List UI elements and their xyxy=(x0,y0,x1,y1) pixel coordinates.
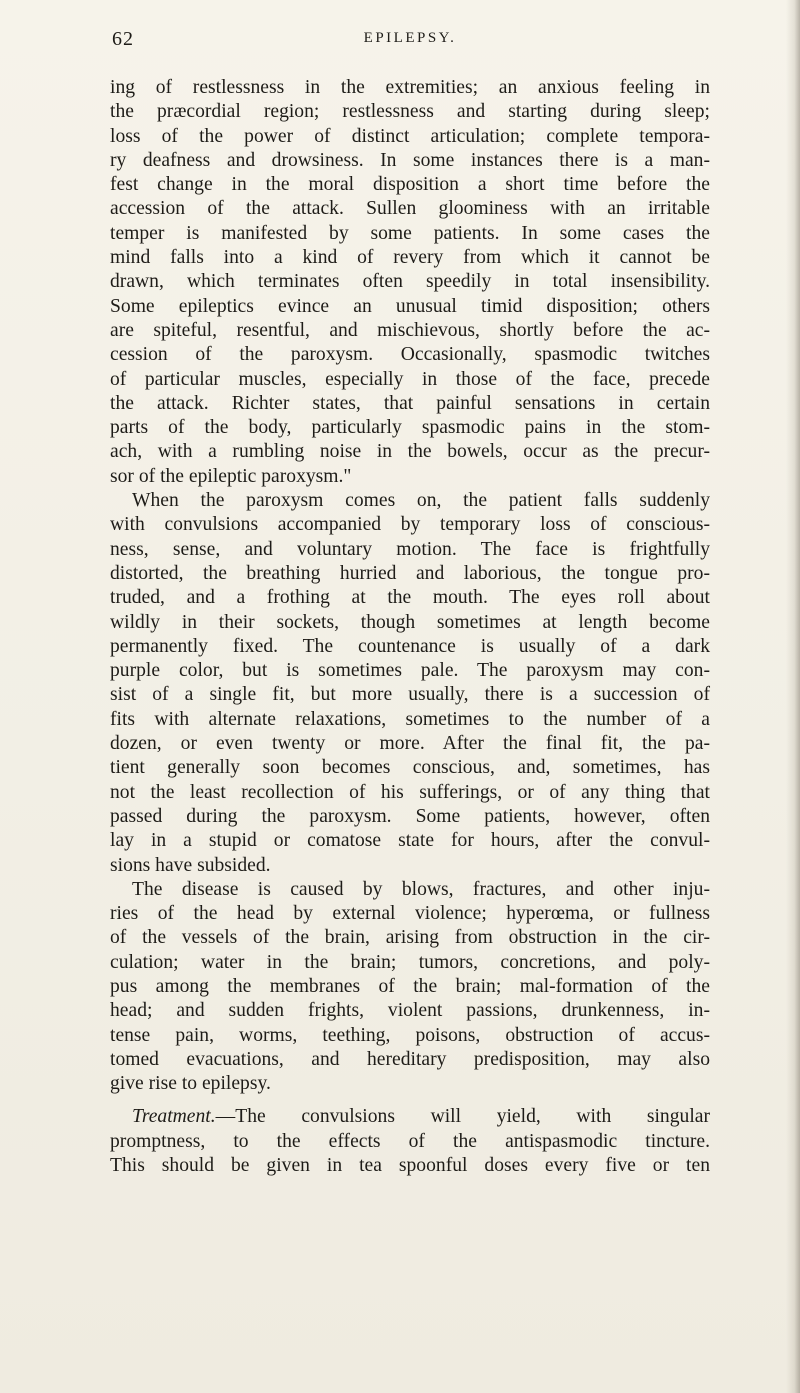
text-line: wildly in their sockets, though sometimes at length become xyxy=(110,611,710,633)
text-line: distorted, the breathing hurried and laborious, the tongue pro- xyxy=(110,562,710,584)
text-line: the attack. Richter states, that painful sensations in certain xyxy=(110,392,710,414)
treatment-text: —The convulsions will yield, with singular xyxy=(215,1106,710,1128)
paragraph-start-line: When the paroxysm comes on, the patient falls suddenly xyxy=(132,490,710,512)
text-line: fits with alternate relaxations, sometimes to the number of a xyxy=(110,708,710,730)
text-line: pus among the membranes of the brain; mal-formation of the xyxy=(110,975,710,997)
text-line: tomed evacuations, and hereditary predisposition, may also xyxy=(110,1048,710,1070)
text-line: This should be given in tea spoonful doses every five or ten xyxy=(110,1155,710,1177)
text-line: promptness, to the effects of the antispasmodic tincture. xyxy=(110,1130,710,1152)
running-head: EPILEPSY. xyxy=(363,30,457,46)
text-line: truded, and a frothing at the mouth. The eyes roll about xyxy=(110,587,710,609)
text-line: lay in a stupid or comatose state for hours, after the convul- xyxy=(110,830,710,852)
text-line: with convulsions accompanied by temporary loss of conscious- xyxy=(110,514,710,536)
text-line: head; and sudden frights, violent passions, drunkenness, in- xyxy=(110,1000,710,1022)
text-line: sor of the epileptic paroxysm." xyxy=(110,465,352,487)
text-line: Some epileptics evince an unusual timid disposition; others xyxy=(110,295,710,317)
text-line: passed during the paroxysm. Some patients, however, often xyxy=(110,805,710,827)
text-line: sions have subsided. xyxy=(110,854,271,876)
text-line: cession of the paroxysm. Occasionally, spasmodic twitches xyxy=(110,344,710,366)
text-line: tient generally soon becomes conscious, and, sometimes, has xyxy=(110,757,710,779)
page-edge-shadow xyxy=(786,0,800,1393)
treatment-heading: Treatment. xyxy=(132,1106,216,1128)
text-line: ness, sense, and voluntary motion. The face is frightfully xyxy=(110,538,710,560)
text-line: parts of the body, particularly spasmodic pains in the stom- xyxy=(110,417,710,439)
text-line: temper is manifested by some patients. In some cases the xyxy=(110,222,710,244)
text-line: loss of the power of distinct articulation; complete tempora- xyxy=(110,125,710,147)
text-line: not the least recollection of his sufferings, or of any thing that xyxy=(110,781,710,803)
text-line: of particular muscles, especially in those of the face, precede xyxy=(110,368,710,390)
text-line: mind falls into a kind of revery from which it cannot be xyxy=(110,247,710,269)
paragraph-start-line: The disease is caused by blows, fractures, and other inju- xyxy=(132,878,710,900)
text-line: drawn, which terminates often speedily in total insensibility. xyxy=(110,271,710,293)
text-line: purple color, but is sometimes pale. The paroxysm may con- xyxy=(110,660,710,682)
body-text xyxy=(110,76,710,1178)
text-line: tense pain, worms, teething, poisons, obstruction of accus- xyxy=(110,1024,710,1046)
text-line: the præcordial region; restlessness and starting during sleep; xyxy=(110,101,710,123)
text-line: of the vessels of the brain, arising from obstruction in the cir- xyxy=(110,927,710,949)
treatment-paragraph-start xyxy=(110,1105,710,1129)
text-line: accession of the attack. Sullen gloominess with an irritable xyxy=(110,198,710,220)
text-line: dozen, or even twenty or more. After the final fit, the pa- xyxy=(110,733,710,755)
text-line: ries of the head by external violence; hyperœma, or fullness xyxy=(110,903,710,925)
text-line: fest change in the moral disposition a short time before the xyxy=(110,174,710,196)
page-number: 62 xyxy=(112,28,134,50)
text-line: culation; water in the brain; tumors, concretions, and poly- xyxy=(110,951,710,973)
text-line: ach, with a rumbling noise in the bowels, occur as the precur- xyxy=(110,441,710,463)
text-line: permanently fixed. The countenance is usually of a dark xyxy=(110,635,710,657)
text-line: give rise to epilepsy. xyxy=(110,1073,271,1095)
text-line: are spiteful, resentful, and mischievous, shortly before the ac- xyxy=(110,319,710,341)
text-line: ry deafness and drowsiness. In some instances there is a man- xyxy=(110,149,710,171)
text-line: ing of restlessness in the extremities; an anxious feeling in xyxy=(110,77,710,98)
page-header xyxy=(110,28,710,56)
text-line: sist of a single fit, but more usually, there is a succession of xyxy=(110,684,710,706)
